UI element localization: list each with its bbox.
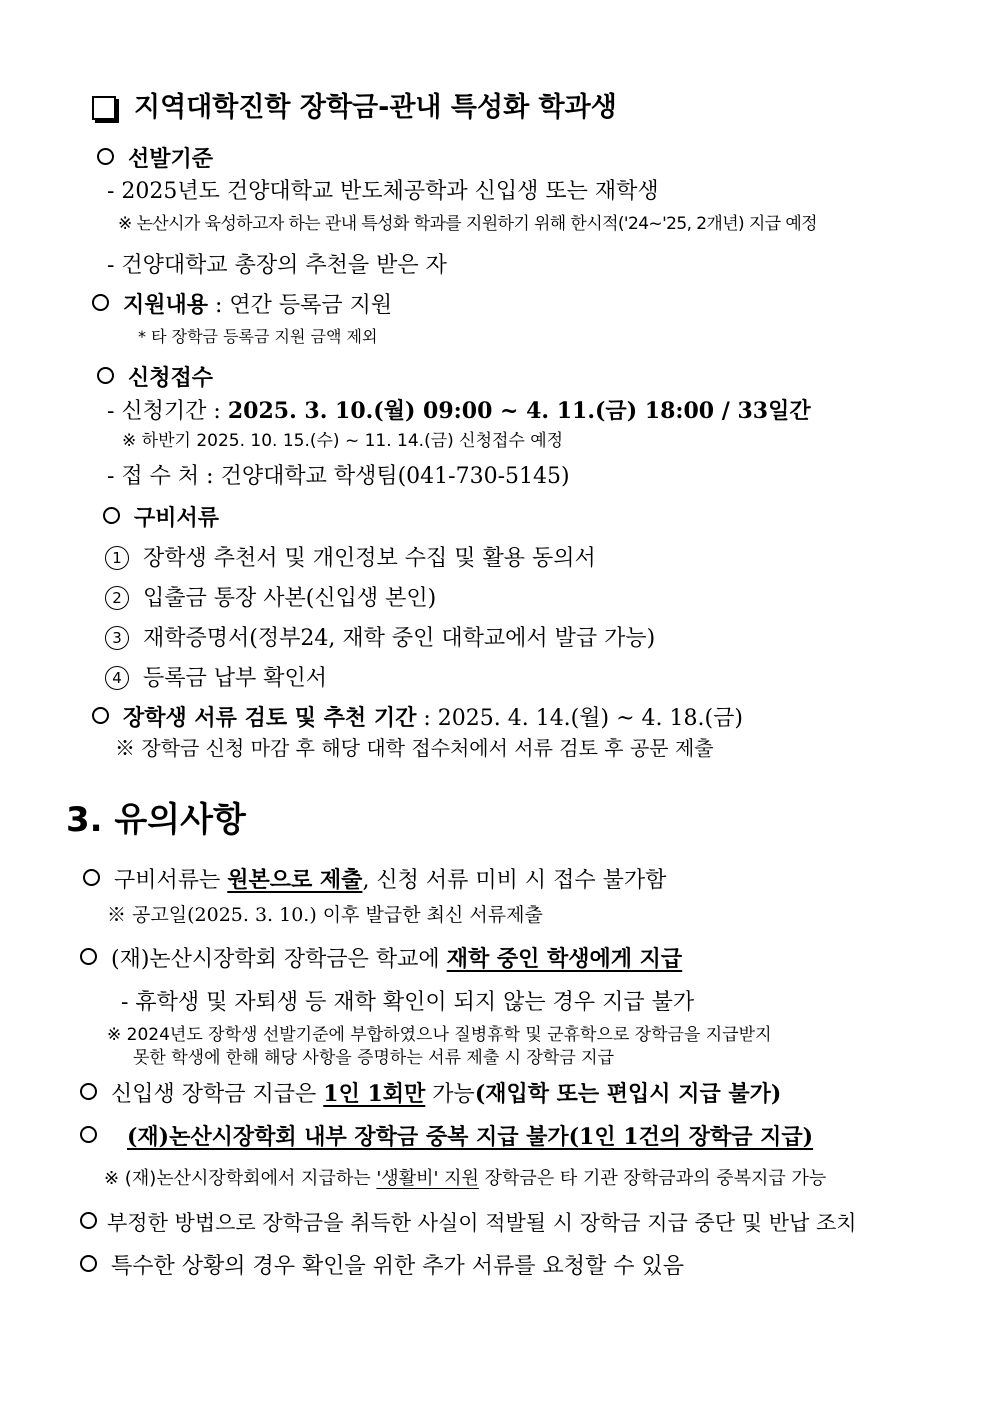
- circle-bullet-icon: [92, 707, 109, 724]
- notice-item-3: 신입생 장학금 지급은 1인 1회만 가능(재입학 또는 편입시 지급 불가): [80, 1083, 781, 1106]
- application-place: - 접 수 처 : 건양대학교 학생팀(041-730-5145): [107, 464, 570, 489]
- circle-bullet-icon: [80, 1212, 97, 1229]
- circle-bullet-icon: [92, 294, 109, 311]
- notice-title: 3. 유의사항: [66, 800, 246, 840]
- notice-item-6: 특수한 상황의 경우 확인을 위한 추가 서류를 요청할 수 있음: [80, 1255, 684, 1278]
- selection-line-1: - 2025년도 건양대학교 반도체공학과 신입생 또는 재학생: [107, 179, 659, 204]
- documents-heading: 구비서류: [103, 507, 219, 529]
- circle-bullet-icon: [80, 1083, 97, 1100]
- notice-item-2-note-2: 못한 학생에 한해 해당 사항을 증명하는 서류 제출 시 장학금 지급: [133, 1048, 615, 1068]
- circled-number: 2: [105, 586, 129, 610]
- selection-note: ※ 논산시가 육성하고자 하는 관내 특성화 학과를 지원하기 위해 한시적('24~'25, 2개년) 지급 예정: [118, 214, 817, 234]
- circle-bullet-icon: [103, 507, 120, 524]
- checkbox-square-icon: [92, 96, 116, 120]
- circled-number: 1: [105, 546, 129, 570]
- application-period: - 신청기간 : 2025. 3. 10.(월) 09:00 ~ 4. 11.(금) 18:00 / 33일간: [107, 398, 811, 424]
- document-item: 1 장학생 추천서 및 개인정보 수집 및 활용 동의서: [105, 546, 596, 570]
- document-item: 3 재학증명서(정부24, 재학 중인 대학교에서 발급 가능): [105, 626, 655, 650]
- circle-bullet-icon: [80, 1255, 97, 1272]
- notice-item-1: 구비서류는 원본으로 제출, 신청 서류 미비 시 접수 불가함: [83, 869, 666, 892]
- circle-bullet-icon: [97, 148, 114, 165]
- circle-bullet-icon: [80, 1126, 97, 1143]
- support-note: * 타 장학금 등록금 지원 금액 제외: [138, 327, 378, 346]
- notice-item-5: 부정한 방법으로 장학금을 취득한 사실이 적발될 시 장학금 지급 중단 및 반납 조치: [80, 1212, 857, 1234]
- document-item: 2 입출금 통장 사본(신입생 본인): [105, 586, 436, 610]
- application-period-note: ※ 하반기 2025. 10. 15.(수) ~ 11. 14.(금) 신청접수 예정: [122, 431, 564, 451]
- section-title: 지역대학진학 장학금-관내 특성화 학과생: [134, 92, 617, 123]
- application-heading: 신청접수: [97, 367, 213, 389]
- circled-number: 4: [105, 666, 129, 690]
- notice-item-1-note: ※ 공고일(2025. 3. 10.) 이후 발급한 최신 서류제출: [107, 904, 543, 926]
- circle-bullet-icon: [97, 367, 114, 384]
- selection-heading: 선발기준: [97, 148, 213, 170]
- selection-line-2: - 건양대학교 총장의 추천을 받은 자: [107, 253, 447, 278]
- circle-bullet-icon: [80, 948, 97, 965]
- review-note: ※ 장학금 신청 마감 후 해당 대학 접수처에서 서류 검토 후 공문 제출: [115, 736, 714, 760]
- support-line: 지원내용 : 연간 등록금 지원: [92, 294, 392, 317]
- document-item: 4 등록금 납부 확인서: [105, 666, 327, 690]
- review-line: 장학생 서류 검토 및 추천 기간 : 2025. 4. 14.(월) ~ 4. 18.(금): [92, 707, 743, 730]
- notice-item-2-note-1: ※ 2024년도 장학생 선발기준에 부합하였으나 질병휴학 및 군휴학으로 장학금을 지급받지: [107, 1025, 772, 1045]
- notice-item-4: (재)논산시장학회 내부 장학금 중복 지급 불가(1인 1건의 장학금 지급): [80, 1126, 813, 1148]
- circled-number: 3: [105, 626, 129, 650]
- notice-item-2: (재)논산시장학회 장학금은 학교에 재학 중인 학생에게 지급: [80, 948, 682, 971]
- circle-bullet-icon: [83, 869, 100, 886]
- notice-item-2-sub: - 휴학생 및 자퇴생 등 재학 확인이 되지 않는 경우 지급 불가: [121, 990, 695, 1015]
- notice-item-4-note: ※ (재)논산시장학회에서 지급하는 '생활비' 지원 장학금은 타 기관 장학금과의 중복지급 가능: [104, 1168, 827, 1189]
